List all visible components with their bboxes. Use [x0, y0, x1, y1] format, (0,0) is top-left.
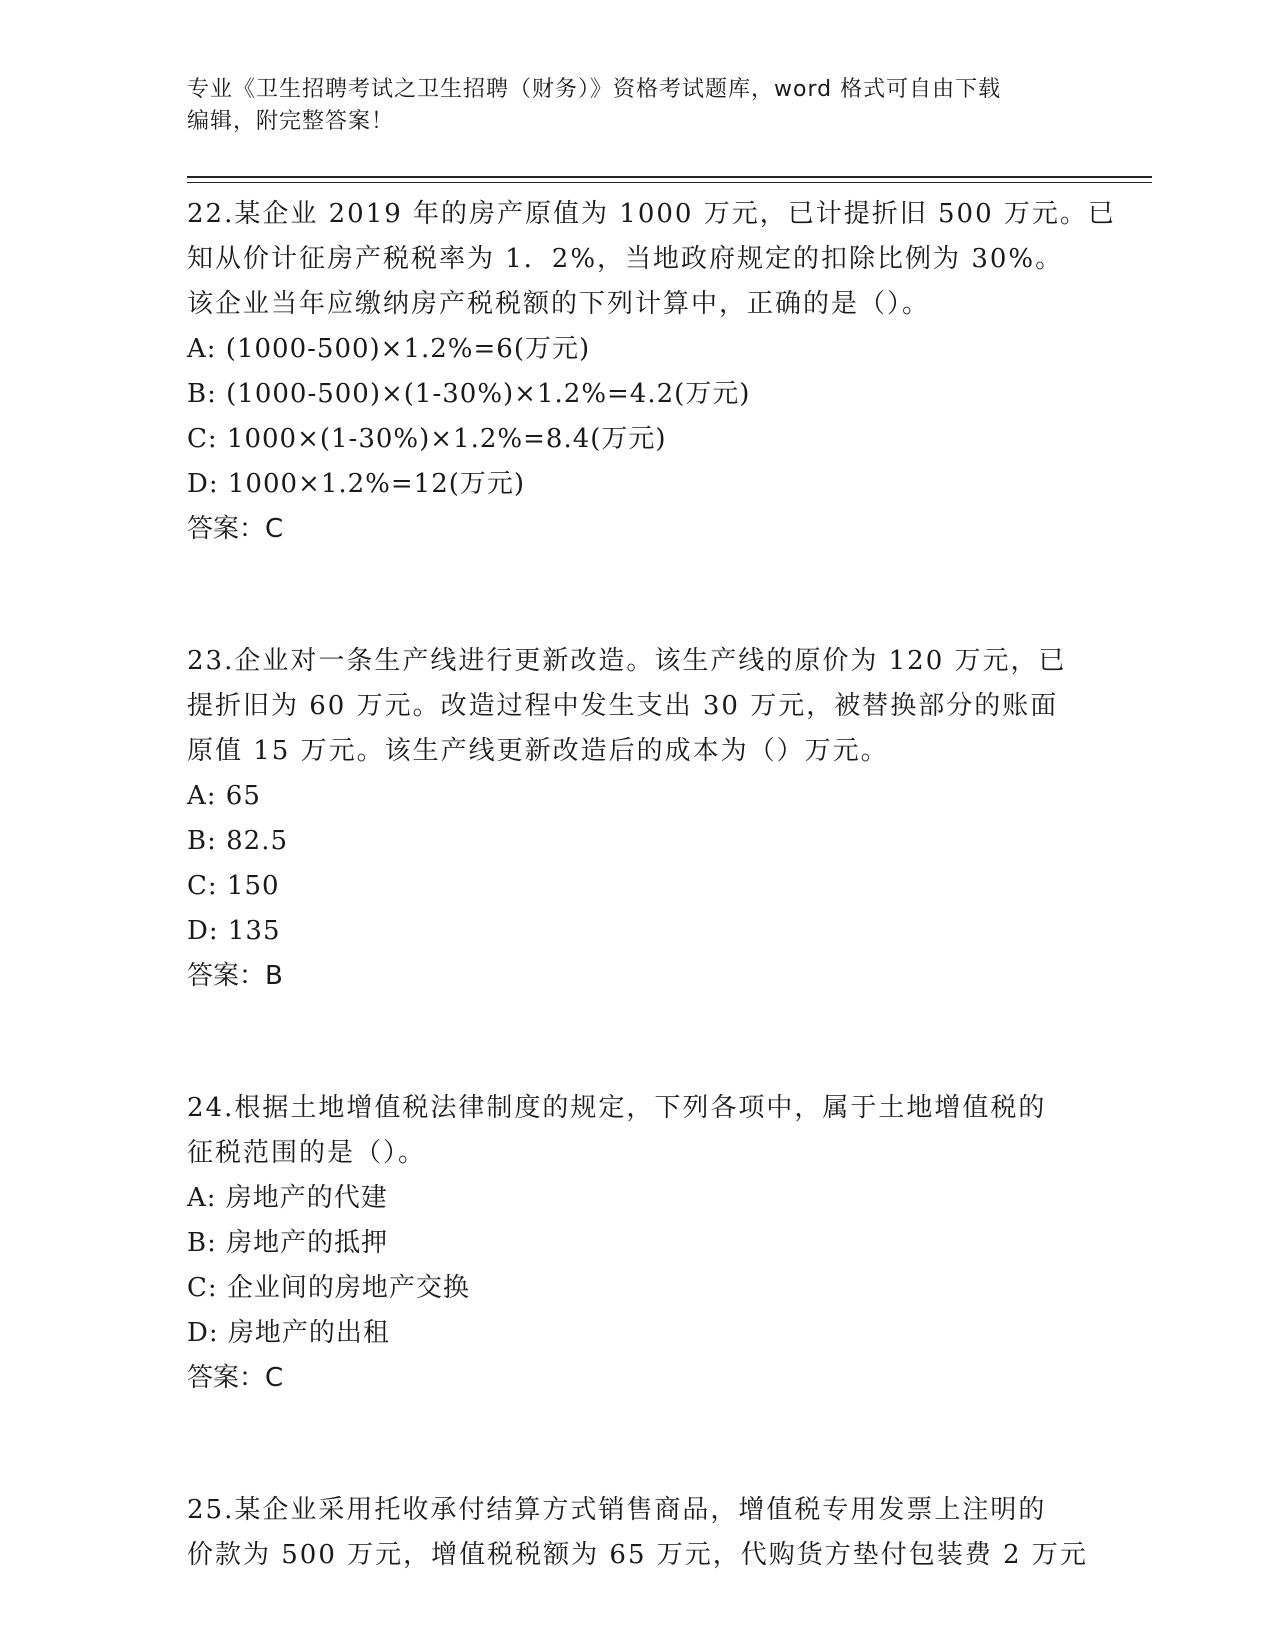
option-b: B: (1000-500)×(1-30%)×1.2%=4.2(万元): [187, 379, 751, 409]
question-spacer: [187, 552, 1087, 639]
question-text-line: 该企业当年应缴纳房产税税额的下列计算中，正确的是（）。: [187, 289, 931, 319]
option-d: D: 1000×1.2%=12(万元): [187, 469, 526, 499]
question-text-line: 提折旧为 60 万元。改造过程中发生支出 30 万元，被替换部分的账面: [187, 691, 1059, 721]
question-23: [187, 639, 1087, 999]
question-text-line: 25.某企业采用托收承付结算方式销售商品，增值税专用发票上注明的: [187, 1495, 1047, 1525]
answer-label: 答案：B: [187, 961, 283, 991]
option-a: A: 65: [187, 781, 261, 811]
answer-label: 答案：C: [187, 1363, 284, 1393]
header-line-1: 专业《卫生招聘考试之卫生招聘（财务）》资格考试题库，word 格式可自由下载: [187, 77, 1002, 102]
question-spacer: [187, 1401, 1087, 1488]
question-22: [187, 192, 1116, 552]
question-text-line: 原值 15 万元。该生产线更新改造后的成本为（）万元。: [187, 736, 889, 766]
option-c: C: 企业间的房地产交换: [187, 1273, 470, 1303]
option-b: B: 82.5: [187, 826, 289, 856]
option-d: D: 135: [187, 916, 281, 946]
option-b: B: 房地产的抵押: [187, 1228, 389, 1258]
question-text-line: 22.某企业 2019 年的房产原值为 1000 万元，已计提折旧 500 万元。已: [187, 199, 1116, 229]
question-24: [187, 1086, 1087, 1401]
question-text-line: 23.企业对一条生产线进行更新改造。该生产线的原价为 120 万元，已: [187, 646, 1067, 676]
question-text-line: 价款为 500 万元，增值税税额为 65 万元，代购货方垫付包装费 2 万元: [187, 1540, 1088, 1570]
header-line-2: 编辑，附完整答案！: [187, 109, 395, 134]
answer-label: 答案：C: [187, 514, 284, 544]
option-a: A: (1000-500)×1.2%=6(万元): [187, 334, 591, 364]
option-c: C: 1000×(1-30%)×1.2%=8.4(万元): [187, 424, 667, 454]
document-header: [187, 74, 1087, 138]
question-25: [187, 1488, 1087, 1578]
header-divider-thick: [187, 176, 1152, 178]
question-list: [187, 192, 1116, 1578]
option-a: A: 房地产的代建: [187, 1183, 388, 1213]
option-d: D: 房地产的出租: [187, 1318, 390, 1348]
header-divider-thin: [187, 182, 1152, 183]
question-text-line: 24.根据土地增值税法律制度的规定，下列各项中，属于土地增值税的: [187, 1093, 1047, 1123]
question-spacer: [187, 999, 1087, 1086]
question-text-line: 征税范围的是（）。: [187, 1138, 427, 1168]
question-text-line: 知从价计征房产税税率为 1．2%，当地政府规定的扣除比例为 30%。: [187, 244, 1064, 274]
option-c: C: 150: [187, 871, 280, 901]
